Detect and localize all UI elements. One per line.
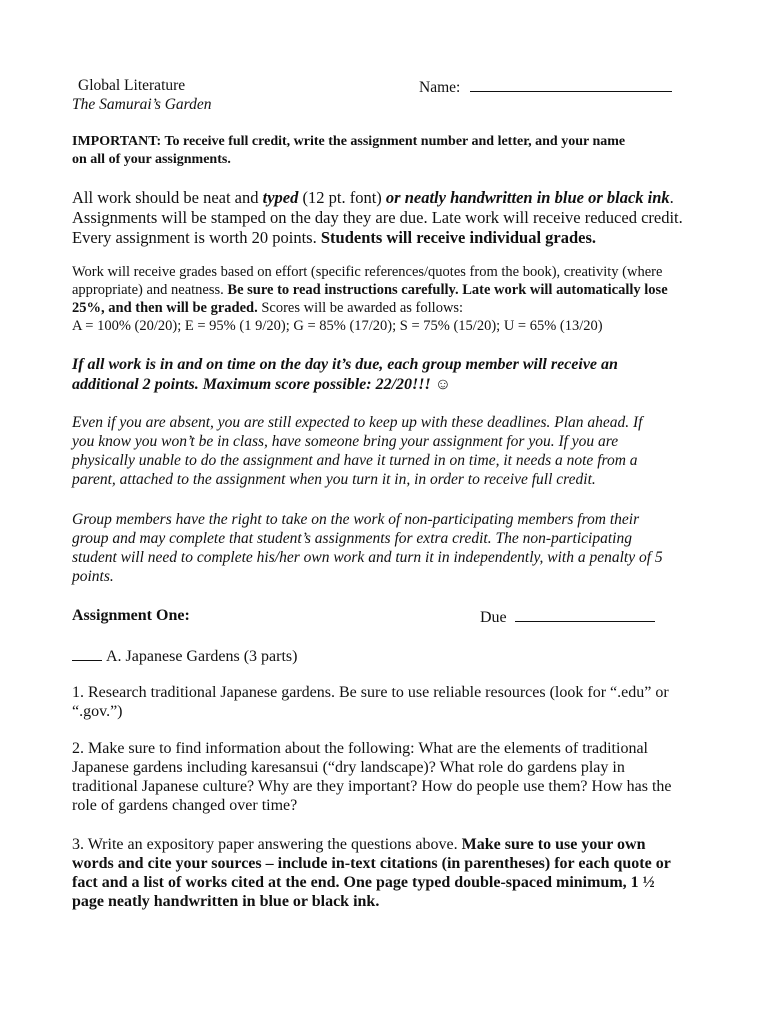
grading-line-3 [72, 300, 463, 317]
important-line-2: on all of your assignments. [72, 152, 231, 167]
assignment-title: Assignment One: [72, 607, 190, 624]
neatness-typed: typed [262, 188, 299, 207]
bonus-line-2: additional 2 points. Maximum score possible: 22/20!!! ☺ [72, 376, 452, 393]
neatness-line-1 [72, 188, 674, 208]
name-blank [470, 77, 672, 92]
step-2-line-4: role of gardens changed over time? [72, 797, 298, 814]
grading-scores: Scores will be awarded as follows: [257, 300, 464, 316]
step-2-line-2: Japanese gardens including karesansui (“dry landscape)? What role do gardens play in [72, 759, 625, 776]
grading-bold: Be sure to read instructions carefully. Late work will automatically lose [227, 282, 668, 298]
neatness-period: . [669, 188, 674, 207]
neatness-worth: Every assignment is worth 20 points. [72, 228, 321, 247]
neatness-text: All work should be neat and [72, 188, 263, 207]
group-line-1: Group members have the right to take on the work of non-participating members from their [72, 511, 640, 528]
step-3-line-1 [72, 836, 645, 854]
step-2-line-1: 2. Make sure to find information about the following: What are the elements of traditional [72, 740, 648, 757]
important-line-1: IMPORTANT: To receive full credit, write the assignment number and letter, and your name [72, 134, 626, 149]
grading-bold-2: 25%, and then will be graded. [72, 300, 258, 316]
book-title: The Samurai’s Garden [72, 96, 212, 113]
part-a-check-blank [72, 646, 102, 661]
neatness-line-2: Assignments will be stamped on the day they are due. Late work will receive reduced credit. [72, 208, 683, 227]
part-a [72, 646, 297, 666]
neatness-font: (12 pt. font) [298, 188, 386, 207]
step-3-line-2: words and cite your sources – include in-text citations (in parentheses) for each quote or [72, 855, 671, 872]
group-line-4: points. [72, 568, 114, 585]
name-label: Name: [419, 79, 461, 96]
due-field [480, 607, 655, 627]
absent-line-1: Even if you are absent, you are still expected to keep up with these deadlines. Plan ahead. If [72, 414, 643, 431]
absent-line-2: you know you won’t be in class, have someone bring your assignment for you. If you are [72, 433, 619, 450]
absent-line-3: physically unable to do the assignment and have it turned in on time, it needs a note from a [72, 452, 638, 469]
neatness-line-3 [72, 228, 596, 248]
step-3-line-3: fact and a list of works cited at the end. One page typed double-spaced minimum, 1 ½ [72, 874, 655, 891]
grading-line-2 [72, 282, 668, 299]
due-blank [515, 607, 655, 622]
step-3-text: 3. Write an expository paper answering the questions above. [72, 836, 462, 853]
step-3-bold: Make sure to use your own [461, 836, 646, 853]
group-line-3: student will need to complete his/her own work and turn it in independently, with a penalty of 5 [72, 549, 663, 566]
step-1-line-2: “.gov.”) [72, 703, 123, 720]
due-label: Due [480, 609, 507, 626]
neatness-handwritten: or neatly handwritten in blue or black ink [385, 188, 670, 207]
neatness-individual: Students will receive individual grades. [320, 228, 597, 247]
absent-line-4: parent, attached to the assignment when you turn it in, in order to receive full credit. [72, 471, 596, 488]
course-title: Global Literature [78, 77, 186, 94]
group-line-2: group and may complete that student’s assignments for extra credit. The non-participating [72, 530, 632, 547]
grading-text: appropriate) and neatness. [72, 282, 228, 298]
step-2-line-3: traditional Japanese culture? Why are they important? How do people use them? How has the [72, 778, 672, 795]
step-1-line-1: 1. Research traditional Japanese gardens. Be sure to use reliable resources (look for “.edu” or [72, 684, 669, 701]
part-a-label: A. Japanese Gardens (3 parts) [106, 648, 298, 665]
bonus-line-1: If all work is in and on time on the day it’s due, each group member will receive an [72, 356, 618, 373]
grading-scale: A = 100% (20/20); E = 95% (1 9/20); G = 85% (17/20); S = 75% (15/20); U = 65% (13/20) [72, 318, 603, 334]
grading-line-1: Work will receive grades based on effort (specific references/quotes from the book), creativity (where [72, 264, 663, 280]
name-field [419, 77, 672, 97]
step-3-line-4: page neatly handwritten in blue or black ink. [72, 893, 380, 910]
